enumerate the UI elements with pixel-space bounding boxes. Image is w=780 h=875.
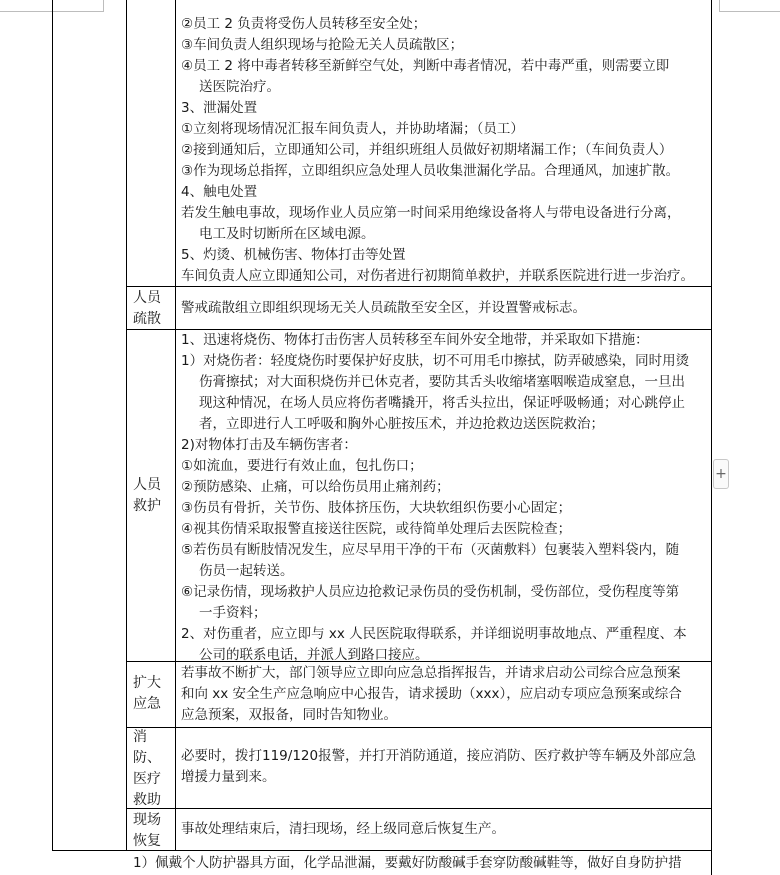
text-line: 电工及时切断所在区域电源。	[199, 226, 375, 242]
table-border-label-right	[175, 0, 176, 850]
label-line: 救助	[133, 792, 161, 808]
row-content-escalation	[181, 663, 682, 726]
label-line: 医疗	[133, 771, 161, 787]
text-line: 公司的联系电话，并派人到路口接应。	[199, 647, 429, 663]
continuation-cell	[181, 14, 694, 287]
table-border-left-outer	[52, 0, 53, 850]
text-line: ④员工 2 将中毒者转移至新鲜空气处，判断中毒者情况，若中毒严重，则需要立即	[181, 58, 670, 74]
row-content-recovery	[181, 819, 505, 840]
text-line: 送医院治疗。	[199, 79, 280, 95]
table-row-divider	[126, 727, 712, 728]
text-line: ⑥记录伤情，现场救护人员应边抢救记录伤员的受伤机制，受伤部位，受伤程度等第	[181, 584, 680, 600]
text-line: 增援力量到来。	[181, 769, 276, 785]
text-line: 1）对烧伤者：轻度烧伤时要保护好皮肤，切不可用毛巾擦拭，防弄破感染，同时用烫	[181, 353, 690, 369]
row-label-recovery	[133, 810, 161, 852]
text-line: ②预防感染、止痛，可以给伤员用止痛剂药；	[181, 479, 450, 495]
label-line: 救护	[133, 498, 161, 514]
text-line: 伤员一起转送。	[199, 563, 294, 579]
row-content-rescue	[181, 330, 689, 666]
label-line: 人员	[133, 290, 161, 306]
row-content-evacuation	[181, 298, 586, 319]
label-line: 防、	[133, 750, 161, 766]
label-line: 应急	[133, 696, 161, 712]
row-label-rescue	[133, 475, 161, 517]
text-line: 应急预案，双报备，同时告知物业。	[181, 707, 397, 723]
text-line: 和向 xx 安全生产应急响应中心报告，请求援助（xxx），应启动专项应急预案或综合	[181, 686, 682, 702]
text-line: 若事故不断扩大，部门领导应立即向应急总指挥报告，并请求启动公司综合应急预案	[181, 665, 681, 681]
text-line: 车间负责人应立即通知公司，对伤者进行初期简单救护，并联系医院进行进一步治疗。	[181, 268, 694, 284]
text-line: ③伤员有骨折，关节伤、肢体挤压伤，大块软组织伤要小心固定；	[181, 500, 572, 516]
label-line: 人员	[133, 477, 161, 493]
label-line: 现场	[133, 812, 161, 828]
text-line: 事故处理结束后，清扫现场，经上级同意后恢复生产。	[181, 821, 505, 837]
add-row-handle[interactable]	[713, 459, 729, 489]
page-corner-mark	[719, 11, 780, 12]
label-line: 扩大	[133, 675, 161, 691]
text-line: ⑤若伤员有断肢情况发生，应尽早用干净的干布（灭菌敷料）包裹装入塑料袋内，随	[181, 542, 680, 558]
row-content-fire-medical	[181, 746, 696, 788]
text-line: ③作为现场总指挥，立即组织应急处理人员收集泄漏化学品。合理通风，加速扩散。	[181, 163, 680, 179]
table-border-label-left	[126, 0, 127, 850]
bottom-row-content	[133, 853, 682, 874]
text-line: 1、迅速将烧伤、物体打击伤害人员转移至车间外安全地带，并采取如下措施：	[181, 332, 649, 348]
text-line: 1）佩戴个人防护器具方面，化学品泄漏，要戴好防酸碱手套穿防酸碱鞋等，做好自身防护措	[133, 855, 682, 871]
label-line: 恢复	[133, 833, 161, 849]
text-line: 3、泄漏处置	[181, 100, 258, 116]
text-line: 警戒疏散组立即组织现场无关人员疏散至安全区，并设置警戒标志。	[181, 300, 586, 316]
text-line: ①如流血，要进行有效止血，包扎伤口；	[181, 458, 423, 474]
row-label-escalation	[133, 673, 161, 715]
text-line: 2、对伤重者，应立即与 xx 人民医院取得联系，并详细说明事故地点、严重程度、本	[181, 626, 687, 642]
text-line: ④视其伤情采取报警直接送往医院，或待简单处理后去医院检查；	[181, 521, 572, 537]
text-line: 4、触电处置	[181, 184, 258, 200]
label-line: 疏散	[133, 311, 161, 327]
label-line: 消	[133, 729, 147, 745]
text-line: 2)对物体打击及车辆伤害者：	[181, 437, 357, 453]
plus-icon: +	[715, 466, 727, 482]
text-line: 一手资料；	[199, 605, 267, 621]
text-line: 若发生触电事故，现场作业人员应第一时间采用绝缘设备将人与带电设备进行分离，	[181, 205, 681, 221]
text-line: ①立刻将现场情况汇报车间负责人，并协助堵漏；（员工）	[181, 121, 524, 137]
text-line: ③车间负责人组织现场与抢险无关人员疏散区；	[181, 37, 464, 53]
text-line: ②接到通知后，立即通知公司，并组织班组人员做好初期堵漏工作；（车间负责人）	[181, 142, 673, 158]
row-label-evacuation	[133, 288, 161, 330]
table-border-right	[711, 0, 712, 875]
text-line: 者，立即进行人工呼吸和胸外心脏按压术，并边抢救边送医院救治；	[199, 416, 604, 432]
table-row-divider	[126, 808, 712, 809]
text-line: 必要时，拨打119/120报警，并打开消防通道，接应消防、医疗救护等车辆及外部应急	[181, 748, 697, 764]
text-line: 伤膏擦拭；对大面积烧伤并已休克者，要防其舌头收缩堵塞咽喉造成窒息，一旦出	[199, 374, 685, 390]
text-line: 5、灼烫、机械伤害、物体打击等处置	[181, 247, 406, 263]
text-line: 现这种情况，在场人员应将伤者嘴撬开，将舌头拉出，保证呼吸畅通；对心跳停止	[199, 395, 685, 411]
text-line: ②员工 2 负责将受伤人员转移至安全处；	[181, 16, 427, 32]
row-label-fire-medical	[133, 727, 161, 811]
